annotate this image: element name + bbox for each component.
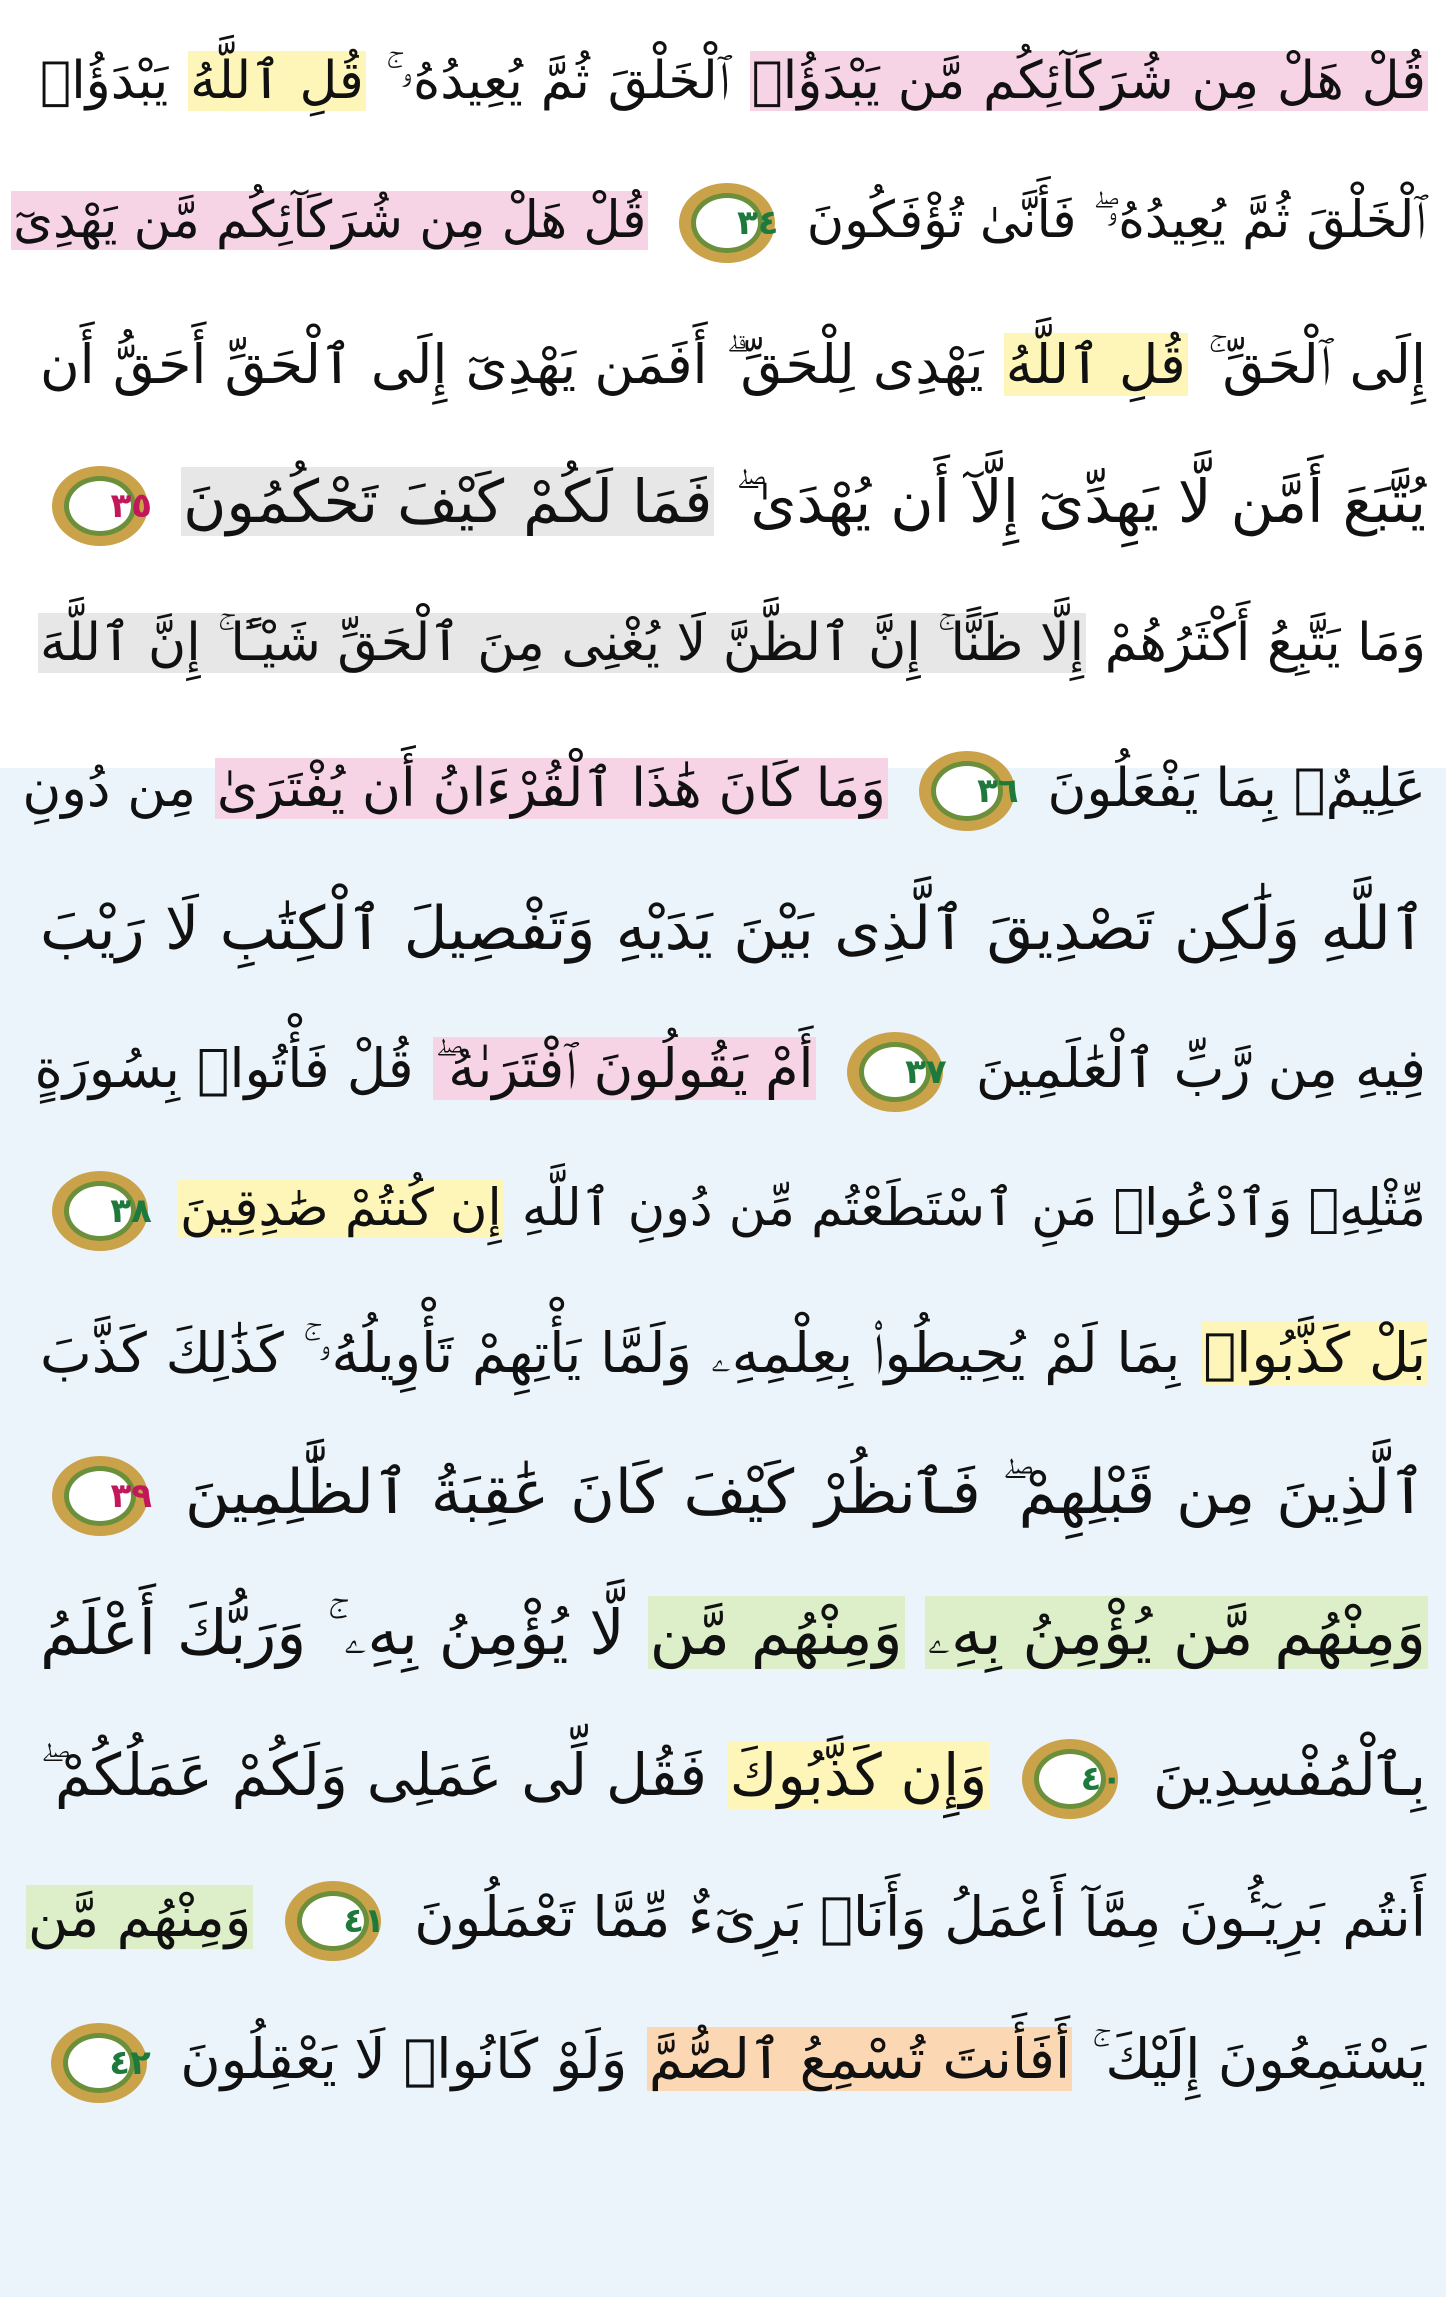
highlighted-phrase-yellow: بَلْ كَذَّبُوا۟	[1203, 1321, 1427, 1385]
verse-text: بِمَا لَمْ يُحِيطُوا۟ بِعِلْمِهِۦ وَلَمَّا يَأْتِهِمْ تَأْوِيلُهُۥ ۚ كَذَٰلِكَ كَذَّبَ	[40, 1321, 1181, 1385]
ayah-number-marker	[281, 1877, 385, 1965]
verse-text: لَّا يُؤْمِنُ بِهِۦ ۚ وَرَبُّكَ أَعْلَمُ	[40, 1596, 625, 1669]
verse-text: وَمَا يَتَّبِعُ أَكْثَرُهُمْ	[1104, 613, 1426, 673]
verse-text: فِيهِ مِن رَّبِّ ٱلْعَٰلَمِينَ	[975, 1037, 1426, 1100]
verse-line-2	[13, 152, 1428, 290]
ayah-number-marker	[47, 2019, 151, 2107]
highlighted-phrase-yellow: قُلِ ٱللَّهُ	[1005, 333, 1186, 396]
highlighted-phrase-pink: أَمْ يَقُولُونَ ٱفْتَرَىٰهُ ۖ	[434, 1037, 814, 1100]
verse-text: فَقُل لِّى عَمَلِى وَلَكُمْ عَمَلُكُمْ ۖ	[40, 1741, 707, 1809]
highlighted-phrase-gray: إِلَّا ظَنًّا ۚ إِنَّ ٱلظَّنَّ لَا يُغْنِى مِنَ ٱلْحَقِّ شَيْـًٔا ۚ إِنَّ ٱللَّهَ	[40, 613, 1085, 673]
verse-line-3	[38, 296, 1428, 434]
ayah-number-marker	[675, 179, 779, 267]
ayah-number-marker	[48, 462, 152, 550]
verse-text: عَلِيمٌۢ بِمَا يَفْعَلُونَ	[1047, 758, 1426, 819]
verse-text: مِن دُونِ	[22, 758, 197, 819]
highlighted-phrase-pink: وَمَا كَانَ هَٰذَا ٱلْقُرْءَانُ أَن يُفْتَرَىٰ	[216, 758, 886, 819]
verse-text: أَنتُم بَرِيٓـُٔونَ مِمَّآ أَعْمَلُ وَأَنَا۠ بَرِىٓءٌ مِّمَّا تَعْمَلُونَ	[414, 1885, 1426, 1949]
verse-text: مِّثْلِهِۦ وَٱدْعُوا۟ مَنِ ٱسْتَطَعْتُم مِّن دُونِ ٱللَّهِ	[521, 1179, 1426, 1238]
ayah-number-marker	[915, 747, 1019, 835]
verse-text: ٱلَّذِينَ مِن قَبْلِهِمْ ۖ فَٱنظُرْ كَيْفَ كَانَ عَٰقِبَةُ ٱلظَّٰلِمِينَ	[185, 1457, 1427, 1528]
verse-line-7	[38, 860, 1428, 998]
verse-text: ٱلْخَلْقَ ثُمَّ يُعِيدُهُۥ ۖ فَأَنَّىٰ تُؤْفَكُونَ	[806, 191, 1426, 250]
highlighted-phrase-yellow: قُلِ ٱللَّهُ	[190, 51, 364, 111]
verse-line-12	[38, 1564, 1428, 1702]
ayah-number: ٤٠	[1080, 1758, 1123, 1799]
highlighted-phrase-pink: قُلْ هَلْ مِن شُرَكَآئِكُم مَّن يَبْدَؤُا۟	[751, 51, 1426, 111]
ayah-number: ٣٧	[905, 1052, 947, 1093]
verse-line-13	[38, 1706, 1428, 1844]
ayah-number: ٤١	[343, 1900, 385, 1941]
verse-line-1	[38, 12, 1428, 150]
ayah-number-marker	[1018, 1735, 1122, 1823]
verse-text: قُلْ فَأْتُوا۟ بِسُورَةٍ	[34, 1037, 414, 1100]
verse-line-6	[22, 720, 1428, 858]
verse-text: يَبْدَؤُا۟	[40, 51, 169, 111]
verse-line-4	[38, 433, 1428, 571]
highlighted-phrase-yellow: وَإِن كَذَّبُوكَ	[729, 1741, 988, 1809]
highlighted-phrase-green: وَمِنْهُم مَّن يُؤْمِنُ بِهِۦ	[927, 1596, 1426, 1669]
verse-text: وَلَوْ كَانُوا۟ لَا يَعْقِلُونَ	[180, 2027, 628, 2091]
highlighted-phrase-gray: فَمَا لَكُمْ كَيْفَ تَحْكُمُونَ	[183, 467, 713, 536]
verse-text: يَهْدِى لِلْحَقِّ ۗ أَفَمَن يَهْدِىٓ إِلَى ٱلْحَقِّ أَحَقُّ أَن	[40, 333, 984, 396]
verse-line-8	[34, 1000, 1428, 1138]
highlighted-phrase-pink: قُلْ هَلْ مِن شُرَكَآئِكُم مَّن يَهْدِىٓ	[13, 191, 647, 250]
verse-text: ٱللَّهِ وَلَٰكِن تَصْدِيقَ ٱلَّذِى بَيْنَ يَدَيْهِ وَتَفْصِيلَ ٱلْكِتَٰبِ لَا رَيْبَ	[40, 894, 1426, 964]
verse-line-14	[27, 1848, 1428, 1986]
ayah-number: ٤٢	[109, 2042, 151, 2083]
ayah-number: ٣٨	[110, 1191, 152, 1231]
verse-line-10	[38, 1284, 1428, 1422]
highlighted-phrase-green: وَمِنْهُم مَّن	[649, 1596, 903, 1669]
verse-text: إِلَى ٱلْحَقِّ ۚ	[1207, 333, 1426, 396]
highlighted-phrase-yellow: إِن كُنتُمْ صَٰدِقِينَ	[179, 1179, 502, 1238]
ayah-number-marker	[48, 1167, 152, 1255]
highlighted-phrase-orange: أَفَأَنتَ تُسْمِعُ ٱلصُّمَّ	[648, 2027, 1071, 2091]
ayah-number: ٣٩	[110, 1476, 152, 1517]
verse-line-5	[38, 574, 1428, 712]
highlighted-phrase-green: وَمِنْهُم مَّن	[27, 1885, 252, 1949]
verse-text: ٱلْخَلْقَ ثُمَّ يُعِيدُهُۥ ۚ	[385, 51, 730, 111]
verse-line-9	[38, 1140, 1428, 1278]
ayah-number: ٣٥	[110, 485, 152, 526]
ayah-number-marker	[843, 1028, 947, 1116]
ayah-number: ٣٦	[977, 771, 1019, 812]
verse-text: بِٱلْمُفْسِدِينَ	[1152, 1741, 1427, 1809]
verse-line-11	[38, 1424, 1428, 1562]
ayah-number: ٣٤	[737, 203, 779, 243]
verse-line-15	[38, 1990, 1428, 2128]
verse-text: يُتَّبَعَ أَمَّن لَّا يَهِدِّىٓ إِلَّآ أَن يُهْدَىٰ ۖ	[735, 467, 1426, 536]
verse-text: يَسْتَمِعُونَ إِلَيْكَ ۚ	[1091, 2027, 1426, 2091]
ayah-number-marker	[48, 1452, 152, 1540]
